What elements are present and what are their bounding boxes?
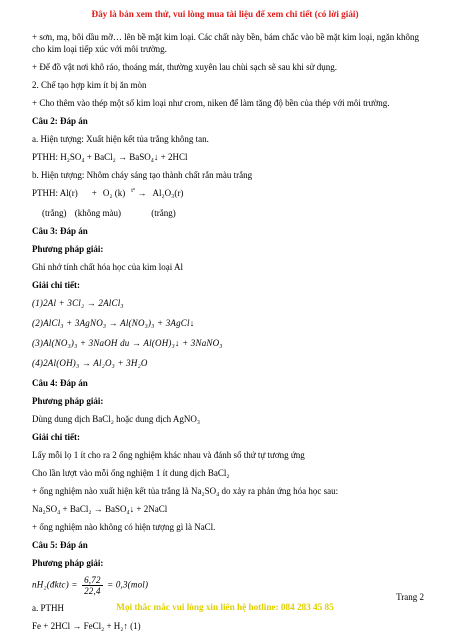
- hotline-footer: Mọi thắc mắc vui lòng xin liên hệ hotline: 084 283 45 85: [116, 602, 334, 612]
- paragraph: Lấy mỗi lọ 1 ít cho ra 2 ống nghiệm khác nhau và đánh số thứ tự tương ứng: [32, 450, 305, 460]
- section-title-cau2: Câu 2: Đáp án: [32, 116, 88, 126]
- temperature-label: t°: [131, 188, 136, 194]
- note-white: (trắng): [151, 208, 176, 218]
- preview-banner: Đây là bản xem thử, vui lòng mua tài liệu để xem chi tiết (có lời giải): [91, 9, 359, 19]
- paragraph: Ghi nhớ tính chất hóa học của kim loại Al: [32, 262, 183, 272]
- paragraph: + ống nghiệm nào không có hiện tượng gì là NaCl.: [32, 522, 216, 532]
- reaction-line: [32, 187, 422, 201]
- method-heading: Phương pháp giải:: [32, 244, 104, 254]
- equation-3: (3)Al(NO₃)₃ + 3NaOH du → Al(OH)₃↓ + 3NaNO₃: [32, 338, 223, 348]
- solution-heading: Giải chi tiết:: [32, 432, 80, 442]
- method-heading: Phương pháp giải:: [32, 558, 104, 568]
- equation-2: (2)AlCl₃ + 3AgNO₃ → Al(NO₃)₃ + 3AgCl↓: [32, 318, 195, 328]
- equation-1: (1)2Al + 3Cl₂ → 2AlCl₃: [32, 298, 124, 308]
- fraction-rhs: = 0,3(mol): [107, 579, 149, 590]
- reaction-notes: [32, 207, 422, 219]
- note-white: (trắng): [42, 208, 67, 218]
- document-body: [32, 31, 422, 638]
- equation: Fe + 2HCl → FeCl₂ + H₂↑ (1): [32, 621, 141, 631]
- reaction-arrow: [131, 187, 146, 201]
- paragraph: + Cho thêm vào thép một số kim loại như crom, niken để làm tăng độ bền của thép với môi trường.: [32, 98, 390, 108]
- paragraph: + Để đồ vật nơi khô ráo, thoáng mát, thường xuyên lau chùi sạch sẽ sau khi sử dụng.: [32, 62, 338, 72]
- mole-calculation: [32, 575, 422, 596]
- paragraph: Cho lần lượt vào mỗi ống nghiệm 1 ít dung dịch BaCl₂: [32, 468, 230, 478]
- fraction-denominator: 22,4: [84, 586, 101, 596]
- note-colorless: (không màu): [74, 208, 121, 218]
- paragraph: Dùng dung dịch BaCl₂ hoặc dung dịch AgNO₃: [32, 414, 201, 424]
- section-title-cau3: Câu 3: Đáp án: [32, 226, 88, 236]
- paragraph: 2. Chế tạo hợp kim ít bị ăn mòn: [32, 80, 147, 90]
- paragraph: + ống nghiệm nào xuất hiện kết tủa trắng là Na₂SO₄ do xảy ra phản ứng hóa học sau:: [32, 486, 339, 496]
- section-title-cau4: Câu 4: Đáp án: [32, 378, 88, 388]
- equation: Na₂SO₄ + BaCl₂ → BaSO₄↓ + 2NaCl: [32, 504, 168, 514]
- arrow: →: [137, 188, 147, 198]
- plus-sign: +: [91, 188, 97, 198]
- paragraph: b. Hiện tượng: Nhôm cháy sáng tạo thành chất rắn màu trắng: [32, 170, 253, 180]
- section-title-cau5: Câu 5: Đáp án: [32, 540, 88, 550]
- paragraph: a. Hiện tượng: Xuất hiện kết tủa trắng không tan.: [32, 134, 209, 144]
- fraction-lhs: nH₂(đktc) =: [32, 579, 78, 590]
- product-al2o3: Al₂O₃(r): [152, 188, 184, 198]
- fraction-numerator: 6,72: [84, 575, 101, 585]
- method-heading: Phương pháp giải:: [32, 396, 104, 406]
- reactant-al: PTHH: Al(r): [32, 188, 78, 198]
- reactant-o2: O₂ (k): [102, 188, 126, 198]
- paragraph: + sơn, mạ, bôi dầu mỡ… lên bề mặt kim loại. Các chất này bền, bám chắc vào bề mặt kim loại, ngăn không cho kim loại tiếp xúc với môi trường.: [32, 32, 419, 54]
- solution-heading: Giải chi tiết:: [32, 280, 80, 290]
- page-number: Trang 2: [396, 592, 424, 602]
- paragraph: a. PTHH: [32, 603, 64, 613]
- equation-4: (4)2Al(OH)₃ → Al₂O₃ + 3H₂O: [32, 358, 148, 368]
- fraction: [82, 575, 103, 596]
- equation: PTHH: H₂SO₄ + BaCl₂ → BaSO₄↓ + 2HCl: [32, 152, 188, 162]
